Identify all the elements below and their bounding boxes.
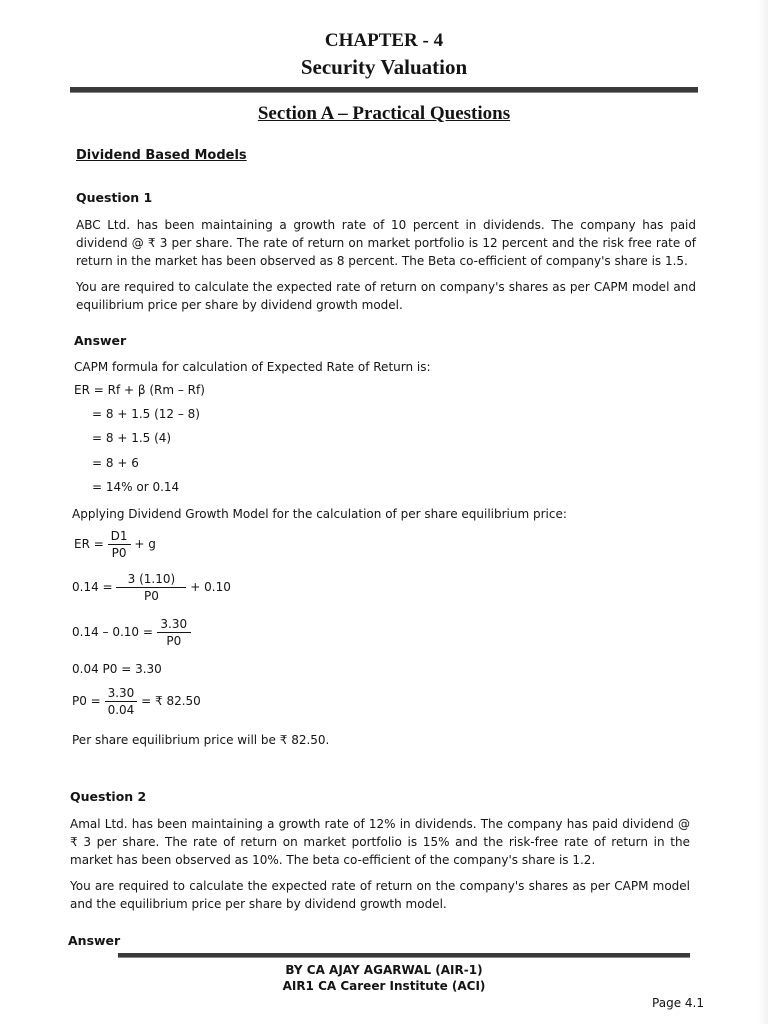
equation-5-lhs: P0 =	[72, 694, 101, 708]
equation-5	[72, 686, 201, 717]
equation-5-fraction	[105, 686, 138, 717]
footer-rule	[118, 953, 690, 958]
answer-2-heading: Answer	[68, 933, 121, 948]
capm-step-1: = 8 + 1.5 (12 – 8)	[92, 407, 200, 421]
equation-3-fraction	[157, 617, 191, 648]
question-1-heading: Question 1	[76, 190, 153, 205]
equation-2	[72, 572, 231, 603]
footer-institute: AIR1 CA Career Institute (ACI)	[282, 979, 486, 993]
question-1-task: You are required to calculate the expected rate of return on company's shares as per CAPM model and equilibrium price per share by dividend growth model.	[76, 280, 696, 312]
chapter-title: Security Valuation	[300, 55, 468, 79]
capm-intro: CAPM formula for calculation of Expected Rate of Return is:	[74, 360, 431, 374]
equation-2-numerator: 3 (1.10)	[116, 572, 186, 588]
page-edge-shadow	[758, 0, 768, 1024]
capm-result: = 14% or 0.14	[92, 480, 180, 494]
equation-1-denominator: P0	[111, 546, 127, 560]
equation-3-numerator: 3.30	[157, 617, 191, 633]
equation-1-fraction	[108, 529, 131, 560]
equation-3-denominator: P0	[166, 634, 182, 648]
equation-1-rhs: + g	[134, 537, 156, 551]
capm-formula: ER = Rf + β (Rm – Rf)	[74, 383, 205, 397]
equation-2-denominator: P0	[143, 589, 159, 603]
equation-5-numerator: 3.30	[105, 686, 138, 702]
capm-step-3: = 8 + 6	[92, 456, 139, 470]
dgm-intro: Applying Dividend Growth Model for the calculation of per share equilibrium price:	[72, 507, 567, 521]
equation-3-lhs: 0.14 – 0.10 =	[72, 625, 153, 639]
question-2-text: Amal Ltd. has been maintaining a growth rate of 12% in dividends. The company has paid dividend @ ₹ 3 per share. The rate of return on market portfolio is 15% and the risk-free rate of return in the market has been observed as 10%. The beta co-efficient of the company's share is 1.2.	[70, 817, 690, 867]
capm-step-2: = 8 + 1.5 (4)	[92, 431, 172, 445]
answer-1-conclusion: Per share equilibrium price will be ₹ 82.50.	[72, 733, 330, 747]
chapter-number: CHAPTER - 4	[324, 30, 444, 51]
page-number: Page 4.1	[652, 996, 704, 1010]
footer-author: BY CA AJAY AGARWAL (AIR-1)	[285, 963, 483, 977]
equation-1	[74, 529, 156, 560]
equation-2-fraction	[116, 572, 186, 603]
question-1-text: ABC Ltd. has been maintaining a growth rate of 10 percent in dividends. The company has paid dividend @ ₹ 3 per share. The rate of return on market portfolio is 12 percent and the risk free rate of return in the market has been observed as 8 percent. The Beta co-efficient of company's share is 1.5.	[76, 218, 696, 268]
answer-1-heading: Answer	[74, 333, 127, 348]
equation-4: 0.04 P0 = 3.30	[72, 662, 162, 676]
equation-1-lhs: ER =	[74, 537, 104, 551]
equation-5-denominator: 0.04	[107, 703, 135, 717]
equation-5-rhs: = ₹ 82.50	[141, 694, 201, 708]
section-title: Section A – Practical Questions	[257, 103, 511, 124]
equation-3	[72, 617, 191, 648]
question-2-heading: Question 2	[70, 789, 147, 804]
header-rule	[70, 87, 698, 93]
equation-2-rhs: + 0.10	[190, 580, 231, 594]
subsection-title: Dividend Based Models	[76, 148, 247, 163]
equation-2-lhs: 0.14 =	[72, 580, 113, 594]
question-2-task: You are required to calculate the expected rate of return on the company's shares as per CAPM model and the equilibrium price per share by dividend growth model.	[70, 879, 690, 911]
equation-1-numerator: D1	[108, 529, 131, 545]
